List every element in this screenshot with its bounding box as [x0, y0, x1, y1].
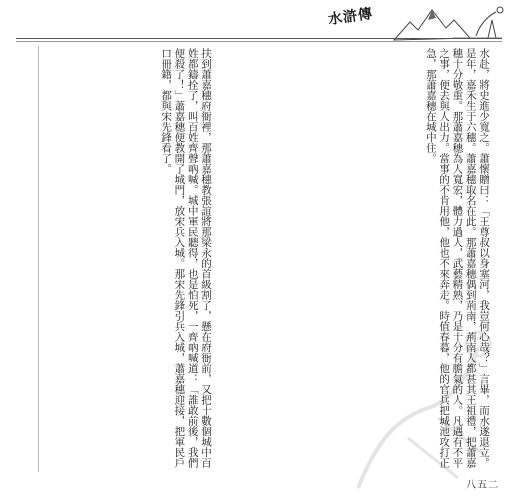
body-text-column-right: 水赴，將史進少寬之。蕭懷贈曰：「王尊叔以身塞河，我豈何心哉？」言畢，而水遂退立。是年，嘉禾生于六穗。蕭嘉穗取名在此。那蕭嘉穗偶到荊南，荊南人都甚其王祖禮，把蕭嘉穗十分敬重。那蕭嘉穗為人寬宏，體力過人，武藝精熟，乃是十分有膽氣的人。凡遇有不平之事，便去與人出力。當事的不肯用他，他也不來奔走。時值春暮，他的官兵把城池攻打正急，那蕭嘉穗在城中住。 [424, 48, 490, 468]
watermark-figure-icon [318, 318, 518, 498]
page-number: 八五二 [466, 480, 499, 491]
margin-rule [38, 46, 39, 472]
header-rule-secondary [16, 41, 502, 42]
header-rule [16, 38, 502, 39]
body-text-column-left: 扶到蕭嘉穗府衙裡，那蕭嘉穗教張誼將那梁永的首級割了，懸在府衙前，又把十數個城中百姓都鑄拴了，叫百姓齊聲吶喊。城中軍民聽得，也是怕死，一齊吶喊道：「誰敢前後，我們便殺了！」蕭嘉穗便教開了城門，放宋兵入城。那宋先鋒引兵入城，蕭嘉穗迎接，把軍民戶口冊籍，都與宋先鋒看了。 [160, 48, 212, 468]
mountain-illustration-icon [392, 2, 512, 42]
book-title: 水滸傳 [327, 5, 375, 29]
